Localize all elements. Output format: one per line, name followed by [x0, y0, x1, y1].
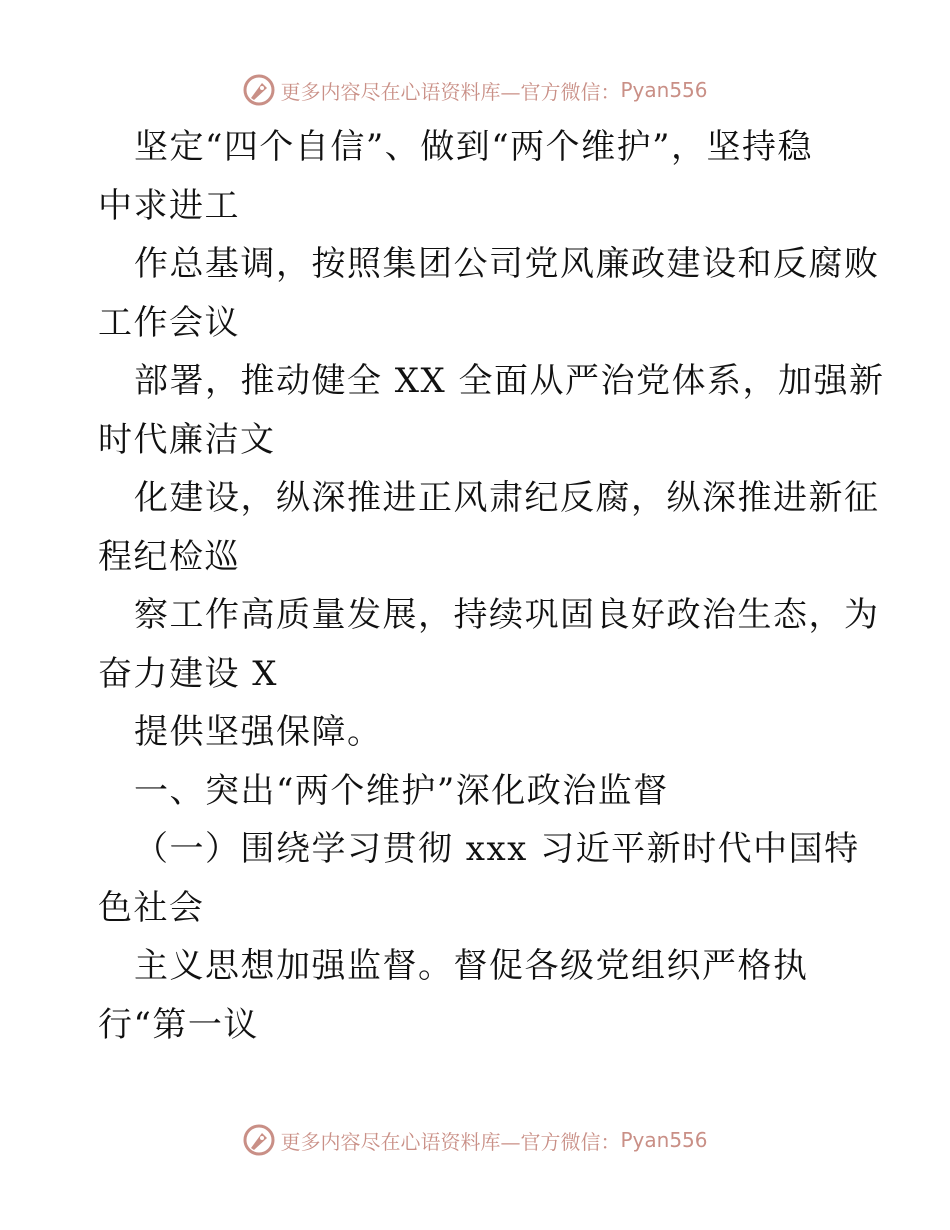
watermark-text: 更多内容尽在心语资料库—官方微信： — [280, 1129, 621, 1154]
text-line: 色社会 — [98, 887, 205, 928]
text-line: 程纪检巡 — [98, 536, 240, 577]
text-line: 作总基调，按照集团公司党风廉政建设和反腐败 — [134, 244, 880, 284]
footer-watermark — [0, 1120, 950, 1160]
text-line: 主义思想加强监督。督促各级党组织严格执 — [134, 946, 809, 986]
text-line: 行“第一议 — [98, 1004, 259, 1045]
watermark-text: 更多内容尽在心语资料库—官方微信： — [280, 79, 621, 104]
text-line: 察工作高质量发展，持续巩固良好政治生态，为 — [134, 595, 880, 635]
watermark-wechat-id: Pyan556 — [620, 78, 708, 102]
text-line: 坚定“四个自信”、做到“两个维护”，坚持稳 — [134, 127, 814, 167]
text-line: （一）围绕学习贯彻 xxx 习近平新时代中国特 — [134, 829, 860, 869]
pen-nib-logo-icon — [242, 1123, 276, 1157]
text-line: 工作会议 — [98, 302, 240, 343]
text-line: 奋力建设 X — [98, 653, 279, 694]
text-line: 化建设，纵深推进正风肃纪反腐，纵深推进新征 — [134, 478, 880, 518]
text-line: 提供坚强保障。 — [134, 712, 383, 752]
text-line: 时代廉洁文 — [98, 419, 276, 460]
header-watermark — [0, 70, 950, 110]
document-body — [98, 118, 885, 1054]
pen-nib-logo-icon — [242, 73, 276, 107]
text-line: 中求进工 — [98, 185, 240, 226]
watermark-wechat-id: Pyan556 — [620, 1128, 708, 1152]
text-line: 一、突出“两个维护”深化政治监督 — [134, 770, 669, 811]
text-line: 部署，推动健全 XX 全面从严治党体系，加强新 — [134, 361, 885, 401]
